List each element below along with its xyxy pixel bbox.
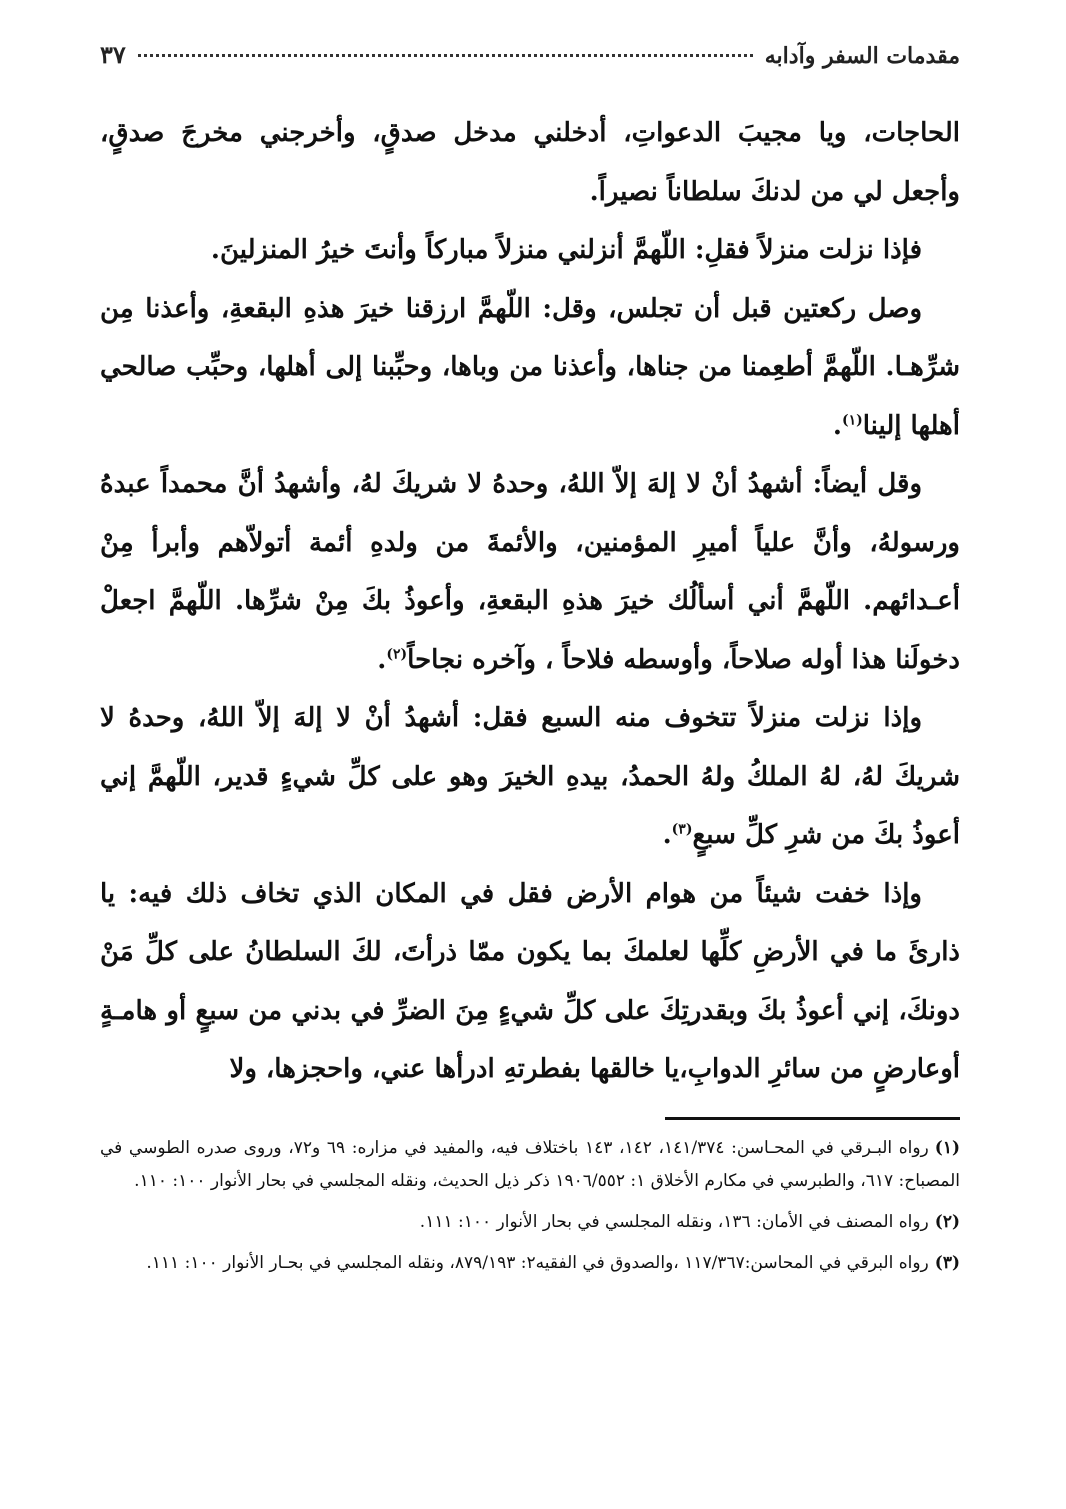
paragraph <box>100 104 960 221</box>
footnote-reference: (٢) <box>386 645 408 662</box>
footnote <box>100 1247 960 1280</box>
paragraph <box>100 455 960 689</box>
footnote-mark: (٢) <box>934 1211 960 1232</box>
body-text <box>100 104 960 1099</box>
paragraph-tail: . <box>377 644 387 675</box>
paragraph-text: وإذا خفت شيئاً من هوام الأرض فقل في المكان الذي تخاف ذلك فيه: يا ذارئَ ما في الأرضِ كلِّها لعلمكَ بما يكون ممّا ذرأتَ، لكَ السلطانُ على كلِّ مَنْ دونكَ، إني أعوذُ بكَ وبقدرتِكَ على كلِّ شيءٍ مِنَ الضرِّ في بدني من سبعٍ أو هامـةٍ أوعارضٍ من سائرِ الدوابِ،يا خالقها بفطرتهِ ادرأها عني، واحجزها، ولا <box>100 878 960 1084</box>
running-header <box>100 40 960 80</box>
dot-leader <box>138 54 753 57</box>
footnote-reference: (٣) <box>671 821 693 838</box>
footnotes <box>100 1132 960 1280</box>
footnote-mark: (١) <box>934 1137 961 1158</box>
footnote-text: رواه البـرقي في المحـاسن: ١٤١/٣٧٤، ١٤٢، ١٤٣ باختلاف فيه، والمفيد في مزاره: ٦٩ و٧٢، وروى صدره الطوسي في المصباح: ٦١٧، والطبرسي في مكارم الأخلاق ١: ١٩٠٦/٥٥٢ ذكر ذيل الحديث، ونقله المجلسي في بحار الأنوار ١٠٠: ١١٠. <box>100 1137 960 1191</box>
paragraph-text: فإذا نزلت منزلاً فقلِ: اللّهمَّ أنزلني منزلاً مباركاً وأنتَ خيرُ المنزلينَ. <box>210 235 922 265</box>
paragraph-text: وصل ركعتين قبل أن تجلس، وقل: اللّهمَّ ارزقنا خيرَ هذهِ البقعةِ، وأعذنا مِن شرِّهـا. اللّهمَّ أطعِمنا من جناها، وأعذنا من وباها، وحبِّبنا إلى أهلها، وحبِّب صالحي أهلها إلينا <box>100 293 960 441</box>
paragraph-text: وإذا نزلت منزلاً تتخوف منه السبع فقل: أشهدُ أنْ لا إلهَ إلاّ اللهُ، وحدهُ لا شريكَ لهُ، لهُ الملكُ ولهُ الحمدُ، بيدهِ الخيرَ وهو على كلِّ شيءٍ قدير، اللّهمَّ إني أعوذُ بكَ من شرِ كلِّ سبعٍ <box>100 703 960 850</box>
footnote-text: رواه المصنف في الأمان: ١٣٦، ونقله المجلسي في بحار الأنوار ١٠٠: ١١١. <box>419 1211 929 1232</box>
footnote-divider <box>665 1117 960 1120</box>
footnote-text: رواه البرقي في المحاسن:١١٧/٣٦٧ ،والصدوق في الفقيه٢: ٨٧٩/١٩٣، ونقله المجلسي في بحـار الأنوار ١٠٠: ١١١. <box>146 1252 929 1273</box>
paragraph-tail: . <box>832 410 842 441</box>
footnote-reference: (١) <box>841 411 863 428</box>
page-number: ٣٧ <box>100 40 126 69</box>
footnote <box>100 1206 960 1239</box>
paragraph <box>100 221 960 280</box>
paragraph-text: وقل أيضاً: أشهدُ أنْ لا إلهَ إلاّ اللهُ، وحدهُ لا شريكَ لهُ، وأشهدُ أنَّ محمداً عبدهُ ورسولهُ، وأنَّ علياً أميرِ المؤمنين، والأئمةَ من ولدهِ أئمة أتولاّهم وأبرأ مِنْ أعـدائهم. اللّهمَّ أني أسألُك خيرَ هذهِ البقعةِ، وأعوذُ بكَ مِنْ شرِّها. اللّهمَّ اجعلْ دخولَنا هذا أوله صلاحاً، وأوسطه فلاحاً ، وآخره نجاحاً <box>100 469 960 675</box>
paragraph-tail: . <box>662 820 672 850</box>
paragraph <box>100 689 960 865</box>
footnote <box>100 1132 960 1198</box>
paragraph <box>100 865 960 1099</box>
footnote-mark: (٣) <box>934 1252 960 1273</box>
book-page <box>100 40 960 1480</box>
paragraph-text: الحاجات، ويا مجيبَ الدعواتِ، أدخلني مدخل صدقٍ، وأخرجني مخرجَ صدقٍ، وأجعل لي من لدنكَ سلطاناً نصيراً. <box>100 118 960 207</box>
running-title: مقدمات السفر وآدابه <box>764 43 960 69</box>
paragraph <box>100 280 960 456</box>
